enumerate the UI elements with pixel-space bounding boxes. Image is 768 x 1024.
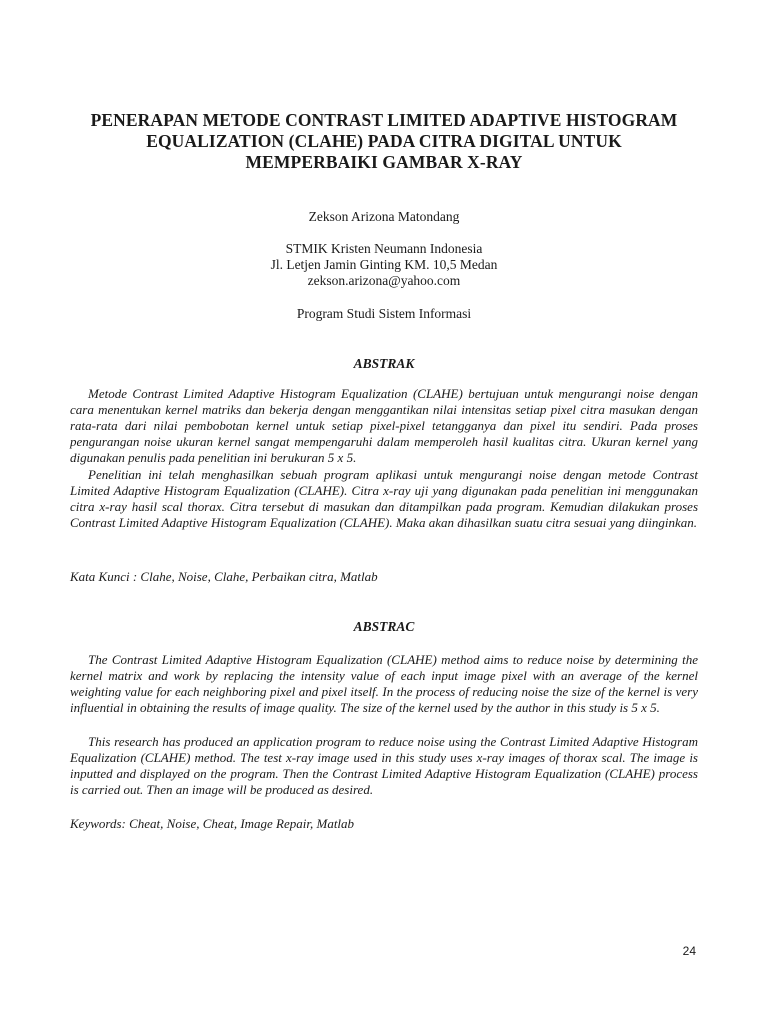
kata-kunci: Kata Kunci : Clahe, Noise, Clahe, Perbaikan citra, Matlab	[70, 569, 378, 584]
study-program: Program Studi Sistem Informasi	[296, 306, 472, 321]
title-line-3: MEMPERBAIKI GAMBAR X-RAY	[245, 152, 523, 172]
abstrak-paragraph-1: Metode Contrast Limited Adaptive Histogram Equalization (CLAHE) bertujuan untuk mengurangi noise dengan cara menentukan kernel matriks dan bekerja dengan menggantikan nilai intensitas setiap pixel citra masukan dengan rata-rata dari nilai pembobotan kernel untuk setiap pixel-pixel tetangganya dan pixel itu sendiri. Pada proses pengurangan noise ukuran kernel sangat mempengaruhi dalam memperoleh hasil kualitas citra. Ukuran kernel yang digunakan penulis pada penelitian ini berukuran 5 x 5.	[70, 386, 698, 466]
title-line-2: EQUALIZATION (CLAHE) PADA CITRA DIGITAL UNTUK	[146, 131, 622, 151]
title-line-1: PENERAPAN METODE CONTRAST LIMITED ADAPTIVE HISTOGRAM	[90, 110, 678, 130]
abstract-paragraph-1: The Contrast Limited Adaptive Histogram Equalization (CLAHE) method aims to reduce noise by determining the kernel matrix and work by replacing the intensity value of each input image pixel with an average of the kernel weighting value for each neighboring pixel and pixel itself. In the process of reducing noise the size of the kernel is very influential in obtaining the results of image quality. The size of the kernel used by the author in this study is 5 x 5.	[70, 652, 698, 716]
affiliation-address: Jl. Letjen Jamin Ginting KM. 10,5 Medan	[270, 257, 498, 272]
author-email: zekson.arizona@yahoo.com	[307, 273, 461, 288]
paper-title	[70, 110, 698, 173]
page-number: 24	[682, 944, 696, 958]
abstrak-paragraph-2: Penelitian ini telah menghasilkan sebuah program aplikasi untuk mengurangi noise dengan metode Contrast Limited Adaptive Histogram Equalization (CLAHE). Citra x-ray uji yang digunakan pada penelitian ini menggunakan citra x-ray hasil scal thorax. Citra tersebut di masukan dan ditampilkan pada program. Kemudian dilakukan proses Contrast Limited Adaptive Histogram Equalization (CLAHE). Maka akan dihasilkan suatu citra sesuai yang diinginkan.	[70, 467, 698, 531]
keywords: Keywords: Cheat, Noise, Cheat, Image Repair, Matlab	[70, 816, 355, 831]
author-name: Zekson Arizona Matondang	[308, 209, 460, 224]
affiliation-institution: STMIK Kristen Neumann Indonesia	[285, 241, 483, 256]
abstrak-heading: ABSTRAK	[353, 356, 415, 371]
abstract-heading: ABSTRAC	[353, 619, 415, 634]
abstract-paragraph-2: This research has produced an application program to reduce noise using the Contrast Limited Adaptive Histogram Equalization (CLAHE) method. The test x-ray image used in this study uses x-ray images of thorax scal. The image is inputted and displayed on the program. Then the Contrast Limited Adaptive Histogram Equalization (CLAHE) process is carried out. Then an image will be produced as desired.	[70, 734, 698, 798]
